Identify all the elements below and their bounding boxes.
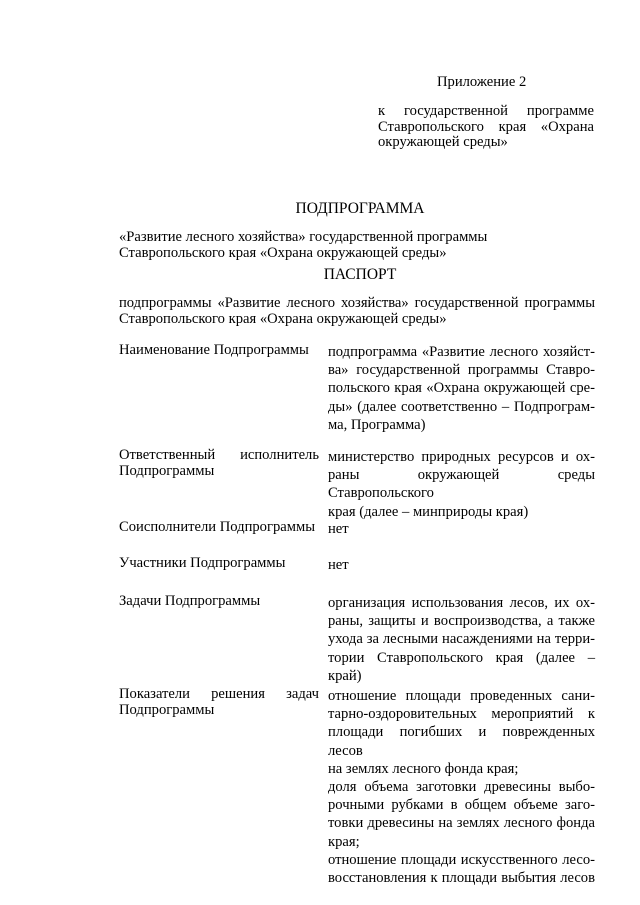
row-value-line: подпрограмма «Развитие лесного хозяйст- — [328, 344, 595, 360]
row-label: Задачи Подпрограммы — [119, 593, 261, 609]
row-label: Ответственный исполнитель Подпрограммы — [119, 447, 319, 479]
row-value-line: восстановления к площади выбытия лесов — [328, 870, 595, 887]
row-value-line: отношение площади искусственного лесо- — [328, 851, 595, 868]
row-value-line: польского края «Охрана окружающей сре- — [328, 380, 595, 397]
row-value-line: рочными рубками в общем объеме заго- — [328, 797, 595, 814]
row-value — [328, 687, 595, 887]
row-label: Участники Подпрограммы — [119, 555, 286, 571]
row-value-line: раны, защиты и воспроизводства, а также — [328, 613, 595, 630]
row-value-line: тории Ставропольского края (далее – край) — [328, 649, 595, 684]
row-value-line: доля объема заготовки древесины выбо- — [328, 779, 595, 796]
row-value-line: ма, Программа) — [328, 416, 426, 433]
row-value-line: раны окружающей среды Ставропольского — [328, 467, 595, 502]
passport-subtitle: подпрограммы «Развитие лесного хозяйства» государственной программы Ставропольского края «Охрана окружающей среды» — [119, 295, 595, 327]
row-value-line: организация использования лесов, их ох- — [328, 595, 595, 611]
row-value — [328, 343, 595, 434]
row-value-line: ухода за лесными насаждениями на терри- — [328, 631, 595, 648]
row-value — [328, 594, 595, 685]
row-value-line: товки древесины на землях лесного фонда — [328, 815, 595, 832]
row-value-line: на землях лесного фонда края; — [328, 760, 519, 777]
row-value-line: площади погибших и поврежденных лесов — [328, 724, 595, 759]
row-value — [328, 556, 595, 574]
subprogram-heading: ПОДПРОГРАММА — [295, 200, 425, 217]
row-value — [328, 448, 595, 521]
row-label: Наименование Подпрограммы — [119, 342, 309, 358]
row-value-line: нет — [328, 521, 349, 537]
row-value-line: тарно-оздоровительных мероприятий к — [328, 706, 595, 723]
row-label: Показатели решения задач Подпрограммы — [119, 686, 319, 718]
row-value-line: нет — [328, 557, 349, 573]
row-value-line: края; — [328, 833, 360, 850]
appendix-title: Приложение 2 — [437, 74, 527, 90]
row-value-line: края (далее – минприроды края) — [328, 503, 529, 520]
row-value-line: ды» (далее соответственно – Подпрограм- — [328, 398, 595, 415]
row-label: Соисполнители Подпрограммы — [119, 519, 316, 535]
passport-heading: ПАСПОРТ — [323, 266, 397, 283]
row-value-line: отношение площади проведенных сани- — [328, 688, 595, 704]
row-value — [328, 520, 595, 538]
row-value-line: министерство природных ресурсов и ох- — [328, 449, 595, 465]
row-value-line: ва» государственной программы Ставро- — [328, 362, 595, 379]
subprogram-name: «Развитие лесного хозяйства» государственной программы Ставропольского края «Охрана окружающей среды» — [119, 229, 488, 261]
appendix-reference: к государственной программе Ставропольского края «Охрана окружающей среды» — [378, 103, 594, 150]
